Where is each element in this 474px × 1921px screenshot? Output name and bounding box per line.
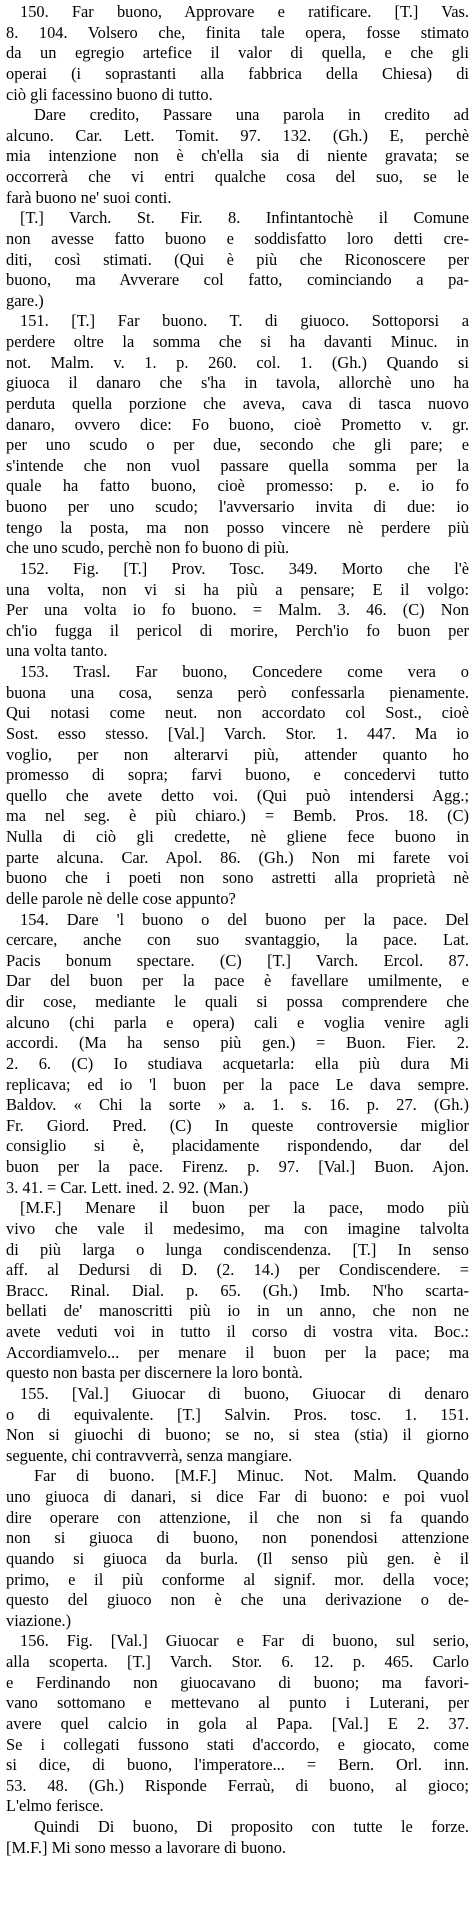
text-line: [M.F.] Menare il buon per la pace, modo più — [20, 1198, 469, 1218]
text-line: Pacis bonum spectare. (C) [T.] Varch. Ercol. 87. — [6, 950, 469, 970]
text-line: Non si giuochi di buono; se no, si stea (stia) il giorno — [6, 1425, 469, 1445]
text-line: 3. 41. = Car. Lett. ined. 2. 92. (Man.) — [6, 1177, 249, 1197]
text-line: buono che i poeti non sono astretti alla proprietà nè — [6, 868, 469, 888]
text-line: delle parole nè delle cose appunto? — [6, 888, 236, 908]
text-line: e Ferdinando non giuocavano di buono; ma favori- — [6, 1672, 469, 1692]
text-line: viazione.) — [6, 1610, 72, 1630]
text-line: [M.F.] Mi sono messo a lavorare di buono. — [6, 1837, 287, 1857]
text-line: Baldov. « Chi la sorte » a. 1. s. 16. p. 27. (Gh.) — [6, 1095, 469, 1115]
text-line: alcuno. Car. Lett. Tomit. 97. 132. (Gh.) E, perchè — [6, 125, 469, 145]
text-line: Bracc. Rinal. Dial. p. 65. (Gh.) Imb. N'ho scarta- — [6, 1280, 469, 1300]
text-line: uno giuoca di danari, si dice Far di buono: e poi vuol — [6, 1487, 469, 1506]
text-line: Accordiamvelo... per menare il buon per la pace; ma — [6, 1342, 469, 1362]
text-line: perdere oltre la somma che si ha davanti Minuc. in — [6, 332, 469, 351]
text-line: vivo che vale il medesimo, ma con imagine talvolta — [6, 1218, 469, 1238]
text-line: not. Malm. v. 1. p. 260. col. 1. (Gh.) Quando si — [6, 352, 469, 372]
text-line: Dar del buon per la pace è favellare umilmente, e — [6, 971, 469, 991]
text-line: perduta quella porzione che aveva, cava di tasca nuovo — [6, 393, 469, 413]
text-line: 155. [Val.] Giuocar di buono, Giuocar di denaro — [20, 1383, 469, 1403]
text-line: che uno scudo, perchè non fo buono di più. — [6, 538, 290, 558]
text-line: quale ha fatto buono, cioè promesso: p. e. io fo — [6, 476, 469, 496]
text-line: mia intenzione non è ch'ella sia di niente gravata; se — [6, 146, 469, 166]
text-line: Per una volta io fo buono. = Malm. 3. 46. (C) Non — [6, 600, 469, 620]
text-line: dir cose, mediante le quali si possa comprendere che — [6, 992, 469, 1011]
text-line: ch'io fugga il pericol di morire, Perch'io fo buon per — [6, 620, 469, 640]
text-line: Far di buono. [M.F.] Minuc. Not. Malm. Quando — [34, 1466, 469, 1486]
text-line: L'elmo ferisce. — [6, 1796, 104, 1816]
text-line: farà buono ne' suoi conti. — [6, 187, 172, 207]
text-line: per uno scudo o per due, secondo che gli pare; e — [6, 435, 469, 455]
text-line: vano sottomano e mettevano al punto i Luterani, per — [6, 1693, 469, 1713]
text-line: Dare credito, Passare una parola in credito ad — [34, 105, 469, 125]
text-line: diti, così stimati. (Qui è più che Riconoscere per — [6, 249, 469, 269]
text-line: o di equivalente. [T.] Salvin. Pros. tosc. 1. 151. — [6, 1404, 469, 1424]
text-line: replicava; ed io 'l buon per la pace Le dava sempre. — [6, 1074, 469, 1094]
text-line: [T.] Varch. St. Fir. 8. Infintantochè il Comune — [20, 208, 469, 228]
text-line: parte alcuna. Car. Apol. 86. (Gh.) Non mi farete voi — [6, 847, 469, 867]
text-line: consiglio si è, placidamente rispondendo, dar del — [6, 1136, 469, 1156]
text-line: s'intende che non vuol passare quella somma per la — [6, 455, 469, 475]
text-line: 153. Trasl. Far buono, Concedere come vera o — [20, 662, 469, 681]
text-line: tengo la posta, ma non posso vincere nè perdere più — [6, 517, 469, 537]
text-line: danaro, ovvero dice: Fo buono, cioè Prometto v. gr. — [6, 414, 469, 434]
text-line: Quindi Di buono, Di proposito con tutte le forze. — [34, 1817, 469, 1836]
text-line: questo del giuoco non è che una derivazione o de- — [6, 1590, 469, 1610]
text-line: promesso di sopra; farvi buono, e concedervi tutto — [6, 765, 469, 785]
text-line: Sost. esso stesso. [Val.] Varch. Stor. 1. 447. Ma io — [6, 723, 469, 743]
text-line: 151. [T.] Far buono. T. di giuoco. Sottoporsi a — [20, 311, 469, 331]
text-line: buona una cosa, senza però confessarla pienamente. — [6, 682, 469, 702]
text-line: alla scoperta. [T.] Varch. Stor. 6. 12. p. 465. Carlo — [6, 1652, 469, 1671]
text-line: 150. Far buono, Approvare e ratificare. [T.] Vas. — [20, 2, 469, 21]
text-line: bellati de' manoscritti più io in un anno, che non ne — [6, 1301, 469, 1321]
text-line: da un egregio artefice il valor di quella, e che gli — [6, 43, 469, 63]
text-line: occorrerà che vi entri qualche cosa del suo, se le — [6, 167, 469, 186]
text-line: giuoca il danaro che s'ha in tavola, allorchè uno ha — [6, 373, 469, 393]
text-line: 156. Fig. [Val.] Giuocar e Far di buono, sul serio, — [20, 1631, 469, 1651]
text-line: quello che avete detto voi. (Qui può intendersi Agg.; — [6, 785, 469, 805]
text-line: non si giuoca di buono, non ponendosi attenzione — [6, 1528, 469, 1548]
text-line: quando si giuoca da burla. (Il senso più gen. è il — [6, 1548, 469, 1568]
text-line: seguente, chi contravverrà, senza mangiare. — [6, 1445, 293, 1465]
text-line: ciò gli facessino buono di tutto. — [6, 84, 213, 104]
text-line: si dice, di buono, l'imperatore... = Bern. Orl. inn. — [6, 1755, 469, 1775]
text-line: buon per la pace. Firenz. p. 97. [Val.] Buon. Ajon. — [6, 1157, 469, 1176]
text-line: di più larga o lunga condiscendenza. [T.] In senso — [6, 1239, 469, 1259]
text-line: alcuno (chi parla e opera) cali e voglia venire agli — [6, 1012, 469, 1032]
text-line: 2. 6. (C) Io studiava acquetarla: ella più dura Mi — [6, 1053, 469, 1073]
text-line: buono per uno scudo; l'avversario invita di due: io — [6, 497, 469, 516]
text-line: 152. Fig. [T.] Prov. Tosc. 349. Morto che l'è — [20, 558, 469, 578]
text-line: una volta, non vi si ha più a pensare; E il volgo: — [6, 579, 469, 599]
text-line: buono, ma Avverare col fatto, cominciando a pa- — [6, 270, 469, 290]
text-line: Fr. Giord. Pred. (C) In queste controversie miglior — [6, 1115, 469, 1135]
text-line: accordi. (Ma ha senso più gen.) = Buon. Fier. 2. — [6, 1033, 469, 1053]
text-line: cercare, anche con suo svantaggio, la pace. Lat. — [6, 930, 469, 950]
text-line: primo, e il più conforme al signif. mor. della voce; — [6, 1569, 469, 1589]
text-line: questo non basta per discernere la loro bontà. — [6, 1363, 303, 1383]
text-line: Qui notasi come neut. non accordato col Sost., cioè — [6, 703, 469, 723]
text-line: 53. 48. (Gh.) Risponde Ferraù, di buono, al gioco; — [6, 1775, 469, 1795]
text-line: Nulla di ciò gli credette, nè gliene fece buono in — [6, 827, 469, 846]
text-line: gare.) — [6, 290, 44, 310]
text-line: una volta tanto. — [6, 641, 108, 661]
text-line: avere quel calcio in gola al Papa. [Val.] E 2. 37. — [6, 1713, 469, 1733]
text-line: Se i collegati fussono stati d'accordo, e giocato, come — [6, 1734, 469, 1754]
text-line: 8. 104. Volsero che, finita tale opera, fosse stimato — [6, 22, 469, 42]
text-line: 154. Dare 'l buono o del buono per la pace. Del — [20, 909, 469, 929]
text-line: aff. al Dedursi di D. (2. 14.) per Condiscendere. = — [6, 1260, 469, 1280]
text-line: ma nel seg. è più chiaro.) = Bemb. Pros. 18. (C) — [6, 806, 469, 826]
text-line: operai (i soprastanti alla fabbrica della Chiesa) di — [6, 63, 469, 83]
text-line: avete veduti voi in tutto il corso di vostra vita. Boc.: — [6, 1322, 469, 1341]
text-line: dire operare con attenzione, il che non si fa quando — [6, 1507, 469, 1527]
text-line: non avesse fatto buono e soddisfatto loro detti cre- — [6, 228, 469, 248]
text-line: voglio, per non alterarvi più, attender quanto ho — [6, 744, 469, 764]
